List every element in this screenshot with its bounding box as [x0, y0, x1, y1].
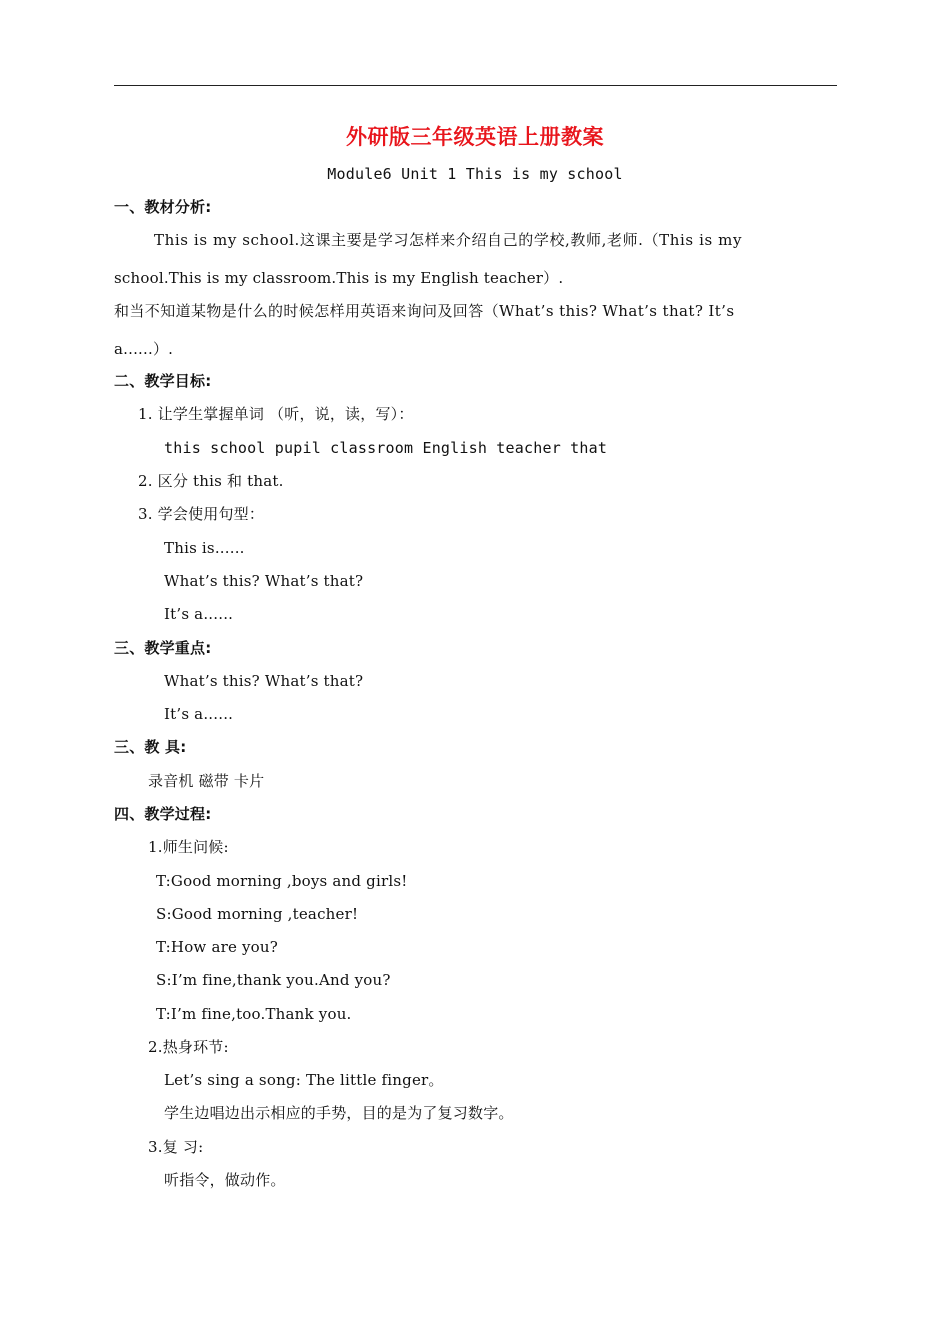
procedure-step-2: 2.热身环节: [148, 1038, 229, 1056]
procedure-step-3: 3.复 习: [148, 1138, 204, 1156]
document-subtitle: Module6 Unit 1 This is my school [327, 165, 623, 183]
dialogue-line-4: S:I’m fine,thank you.And you? [156, 971, 391, 989]
objective-item-3: 3. 学会使用句型： [138, 505, 265, 523]
dialogue-line-2: S:Good morning ,teacher! [156, 905, 359, 923]
objective-item-2: 2. 区分 this 和 that. [138, 472, 284, 490]
sentence-pattern-2: What’s this? What’s that? [164, 572, 364, 590]
document-title: 外研版三年级英语上册教案 [346, 125, 604, 149]
key-point-2: It’s a...... [164, 705, 234, 723]
sentence-pattern-1: This is...... [164, 539, 245, 557]
analysis-paragraph-2b: a......）. [114, 340, 174, 358]
section-heading-procedure: 四、教学过程: [114, 805, 212, 823]
dialogue-line-1: T:Good morning ,boys and girls! [156, 872, 408, 890]
section-heading-objectives: 二、教学目标: [114, 372, 212, 390]
warmup-song: Let’s sing a song: The little finger。 [164, 1071, 444, 1089]
warmup-description: 学生边唱边出示相应的手势，目的是为了复习数字。 [164, 1104, 514, 1122]
teaching-aids-list: 录音机 磁带 卡片 [148, 772, 265, 790]
analysis-paragraph-1a: This is my school.这课主要是学习怎样来介绍自己的学校,教师,老师.（This is my [154, 231, 743, 249]
objective-item-1-words: this school pupil classroom English teacher that [164, 439, 608, 457]
header-rule [114, 85, 837, 86]
review-activity: 听指令，做动作。 [164, 1171, 286, 1189]
sentence-pattern-3: It’s a...... [164, 605, 234, 623]
section-heading-analysis: 一、教材分析: [114, 198, 212, 216]
analysis-paragraph-1b: school.This is my classroom.This is my English teacher）. [114, 269, 564, 287]
objective-item-1: 1. 让学生掌握单词 （听，说，读，写）： [138, 405, 414, 423]
section-heading-teaching-aids: 三、教 具: [114, 738, 187, 756]
analysis-paragraph-2a: 和当不知道某物是什么的时候怎样用英语来询问及回答（What’s this? What’s that? It’s [114, 302, 735, 320]
key-point-1: What’s this? What’s that? [164, 672, 364, 690]
section-heading-key-points: 三、教学重点: [114, 639, 212, 657]
dialogue-line-5: T:I’m fine,too.Thank you. [156, 1005, 352, 1023]
procedure-step-1: 1.师生问候: [148, 838, 229, 856]
dialogue-line-3: T:How are you? [156, 938, 279, 956]
